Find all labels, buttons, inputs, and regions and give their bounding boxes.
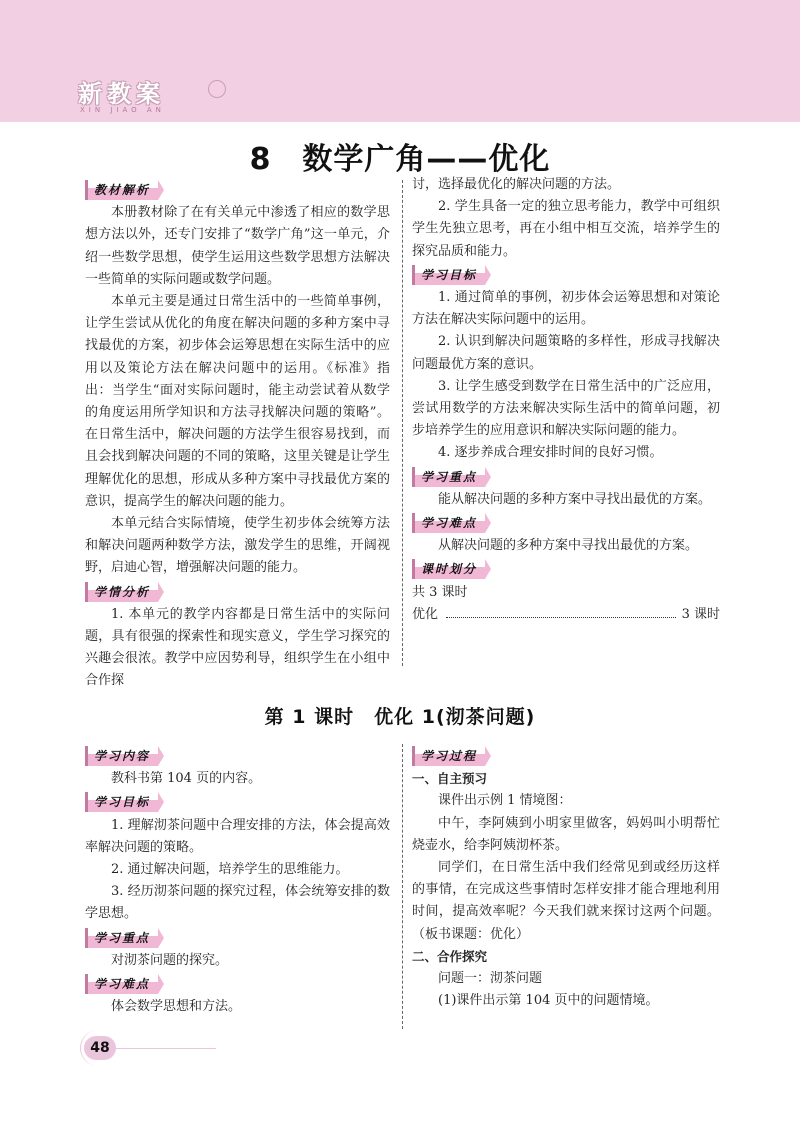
brand-circle-icon xyxy=(208,80,226,98)
section-heading xyxy=(85,926,390,950)
section-heading xyxy=(85,178,390,202)
paragraph: 2. 认识到解决问题策略的多样性，形成寻找解决问题最优方案的意识。 xyxy=(412,334,720,372)
column-divider xyxy=(402,180,403,666)
chapter-title: 8 数学广角——优化 xyxy=(249,142,551,177)
paragraph: 4. 逐步养成合理安排时间的良好习惯。 xyxy=(438,445,663,461)
lesson-left-column xyxy=(85,744,390,1018)
paragraph: 从解决问题的多种方案中寻找出最优的方案。 xyxy=(438,538,699,554)
brand-logo xyxy=(78,74,165,114)
schedule-value: 3 课时 xyxy=(681,606,720,622)
section-heading-tag: 学习重点 xyxy=(85,928,158,948)
paragraph: 本单元主要是通过日常生活中的一些简单事例，让学生尝试从优化的角度在解决问题的多种方案中寻找最优的方案，初步体会运筹思想在实际生活中的应用以及策论方法在解决问题中的运用。《标准》指出：当学生“面对实际问题时，能主动尝试着从数学的角度运用所学知识和方法寻找解决问题的策略”。在日常生活中，解决问题的方法学生很容易找到，而且会找到解决问题的不同的策略，这里关键是让学生理解优化的思想，形成从多种方案中寻找最优方案的意识，提高学生的解决问题的能力。 xyxy=(85,294,390,509)
lesson-title: 第 1 课时 优化 1(沏茶问题) xyxy=(264,706,536,728)
section-heading xyxy=(412,511,720,535)
section-heading xyxy=(85,972,390,996)
paragraph: 问题一：沏茶问题 xyxy=(438,971,543,987)
section-heading-tag: 学习难点 xyxy=(85,974,158,994)
paragraph: 2. 学生具备一定的独立思考能力，教学中可组织学生先独立思考，再在小组中相互交流，培养学生的探究品质和能力。 xyxy=(412,199,720,259)
section-heading-tag: 学习重点 xyxy=(412,467,485,487)
section-heading xyxy=(85,744,390,768)
paragraph: 体会数学思想和方法。 xyxy=(111,999,242,1015)
section-heading xyxy=(85,580,390,604)
page-number: 48 xyxy=(84,1036,116,1060)
section-heading-tag: 学习过程 xyxy=(412,746,485,766)
paragraph: 本册教材除了在有关单元中渗透了相应的数学思想方法以外，还专门安排了“数学广角”这一单元，介绍一些数学思想，使学生运用这些数学思想方法解决一些简单的实际问题或数学问题。 xyxy=(85,205,390,287)
section-heading-tag: 课时划分 xyxy=(412,559,485,579)
section-heading xyxy=(412,557,720,581)
paragraph: 1. 理解沏茶问题中合理安排的方法，体会提高效率解决问题的策略。 xyxy=(85,817,390,855)
paragraph: 共 3 课时 xyxy=(412,584,468,600)
paragraph: 同学们，在日常生活中我们经常见到或经历这样的事情，在完成这些事情时怎样安排才能合理地利用时间，提高效率呢？今天我们就来探讨这两个问题。（板书课题：优化） xyxy=(412,860,720,942)
page-number-rule xyxy=(116,1048,216,1049)
section-heading-tag: 学情分析 xyxy=(85,582,158,602)
paragraph: 2. 通过解决问题，培养学生的思维能力。 xyxy=(111,862,349,878)
brand-subtitle: XIN JIAO AN xyxy=(80,106,165,114)
section-heading-tag: 学习内容 xyxy=(85,746,158,766)
unit-left-column xyxy=(85,178,390,693)
section-heading xyxy=(412,263,720,287)
paragraph: 1. 本单元的教学内容都是日常生活中的实际问题，具有很强的探索性和现实意义，学生学习探究的兴趣会很浓。教学中应因势利导，组织学生在小组中合作探 xyxy=(85,606,390,689)
brand-title: 新教案 xyxy=(78,80,165,108)
paragraph: 能从解决问题的多种方案中寻找出最优的方案。 xyxy=(438,491,712,507)
paragraph: 本单元结合实际情境，使学生初步体会统筹方法和解决问题两种数学方法，激发学生的思维，开阔视野，启迪心智，增强解决问题的能力。 xyxy=(85,516,390,576)
paragraph: 3. 让学生感受到数学在日常生活中的广泛应用，尝试用数学的方法来解决实际生活中的简单问题，初步培养学生的应用意识和解决实际问题的能力。 xyxy=(412,378,720,439)
lesson-right-column xyxy=(412,744,720,1012)
leader-dots xyxy=(446,617,676,618)
paragraph: 讨，选择最优化的解决问题的方法。 xyxy=(412,177,621,192)
paragraph: 对沏茶问题的探究。 xyxy=(111,952,229,968)
section-heading-tag: 学习目标 xyxy=(412,265,485,285)
section-heading xyxy=(85,790,390,814)
header-band xyxy=(0,0,800,122)
section-heading-tag: 学习目标 xyxy=(85,792,158,812)
paragraph: 教科书第 104 页的内容。 xyxy=(111,771,262,787)
paragraph: 中午，李阿姨到小明家里做客，妈妈叫小明帮忙烧壶水，给李阿姨沏杯茶。 xyxy=(412,815,720,853)
paragraph: (1)课件出示第 104 页中的问题情境。 xyxy=(438,993,659,1009)
subsection-heading: 一、自主预习 xyxy=(412,771,488,787)
section-heading xyxy=(412,465,720,489)
schedule-row xyxy=(412,604,720,626)
column-divider xyxy=(402,744,403,1029)
schedule-label: 优化 xyxy=(412,606,439,622)
section-heading-tag: 教材解析 xyxy=(85,180,158,200)
section-heading xyxy=(412,744,720,768)
paragraph: 1. 通过简单的事例，初步体会运筹思想和对策论方法在解决实际问题中的运用。 xyxy=(412,290,720,328)
section-heading-tag: 学习难点 xyxy=(412,513,485,533)
subsection-heading: 二、合作探究 xyxy=(412,948,488,964)
paragraph: 3. 经历沏茶问题的探究过程，体会统筹安排的数学思想。 xyxy=(85,884,390,922)
paragraph: 课件出示例 1 情境图： xyxy=(438,793,572,809)
unit-right-column xyxy=(412,174,720,626)
